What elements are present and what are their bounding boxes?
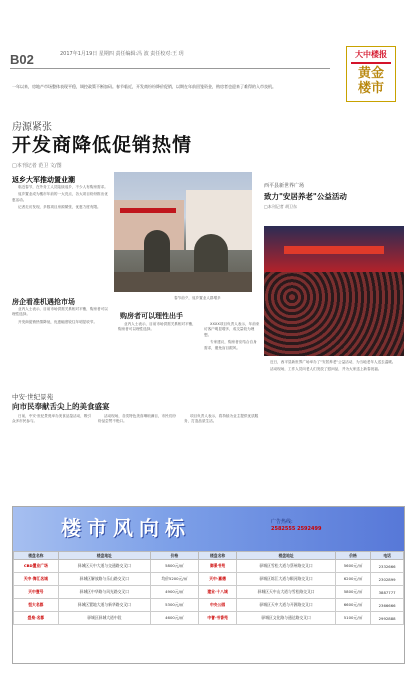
cell: 6200元/㎡ [335,573,370,586]
sidebar-photo [264,226,404,356]
paragraph: 临近春节，在外务工人员陆续返乡，不少人有购房需求。 [18,185,108,189]
cell: 5100元/㎡ [335,612,370,625]
paragraph: 业内人士表示，目前市场供需关系相对平衡，购房者可以理性选择。 [118,322,196,332]
cell: 驿城区置地大道与新华路交叉口 [58,599,150,612]
article-photo [114,172,252,292]
cell: 天中·嘉德 [198,573,237,586]
column-header: 价格 [150,552,198,560]
table-row [14,573,404,586]
article-column-1 [12,185,108,213]
photo-tree [194,234,228,276]
paragraph: 活动现场，各类特色美食琳琅满目，市民们纷纷品尝赞不绝口。 [98,414,176,424]
cell: 天中·海汇名城 [14,573,59,586]
article-subhead-3: 购房者可以理性出手 [120,312,183,320]
article-kicker: 房源紧张 [12,122,52,133]
ad-hotline [271,519,321,533]
cell: 御景书苑 [198,560,237,573]
cell: 4900元/㎡ [150,586,198,599]
story2-title: 向市民奉献舌尖上的美食盛宴 [12,402,110,411]
cell: 4600元/㎡ [150,612,198,625]
cell: 2332666 [371,560,404,573]
column-header: 楼盘名称 [14,552,59,560]
dateline: 2017年1月19日 星期四 责任编辑:冯 波 责任校对:王 玥 [60,51,184,57]
paragraph: 返乡置业成为楼市年前的一大亮点，各大项目纷纷推出优惠活动。 [12,192,108,202]
photo-caption: 春节前夕，返乡置业人群增多 [174,296,221,300]
cell: 驿城区雪松大道与蔡州路交叉口 [237,560,335,573]
photo-ground [114,272,252,292]
paragraph: 专家建议，购房者应结合自身需求，避免盲目跟风。 [204,340,257,350]
cell: 5800元/㎡ [335,586,370,599]
sidebar-text [264,360,404,375]
story2-kicker: 中安·世纪景苑 [12,393,54,401]
real-estate-ad [12,506,405,664]
intro-text: 一年以来，房地产市场整体表现平稳，调控政策不断加码。春节临近，开发商纷纷降价促销，以期在年前回笼资金，购房者也迎来了难得的入市良机。 [12,84,276,89]
paragraph: 记者走访发现，多数项目房源紧张，优惠力度有限。 [18,205,101,210]
paragraph: 活动现场，工作人员向老人们发放了慰问品，并为大家送上新春祝福。 [270,367,382,372]
cell: 5800元/㎡ [150,560,198,573]
story2-column-3 [184,414,260,427]
cell: CBD置业广场 [14,560,59,573]
logo-line-1: 黄金 [357,66,384,81]
cell: 驿城区驿城大道中段 [58,612,150,625]
cell: 2302899 [371,573,404,586]
listing-table [13,551,404,625]
cell: 驿城区练江大道与顺河路交叉口 [237,573,335,586]
sidebar-article [264,182,404,210]
cell: 2992888 [371,612,404,625]
article-subhead-2: 房企看准机遇抢市场 [12,298,75,306]
photo-tree [144,230,170,276]
ad-banner [13,507,404,551]
cell: 3887777 [371,586,404,599]
page-number: B02 [10,52,34,67]
column-header: 电话 [371,552,404,560]
column-header: 价格 [335,552,370,560]
ad-hotline-label: 广告热线: [271,519,293,525]
sidebar-title: 致力"安居养老"公益活动 [264,192,347,201]
logo-divider [351,62,391,64]
table-row [14,599,404,612]
column-header: 楼盘地址 [237,552,335,560]
paragraph: XXXX项目负责人表示，年前来访客户明显增多，成交量较为理想。 [204,322,260,337]
header-rule [10,68,330,69]
ad-hotline-number: 2582555 2592499 [271,526,322,532]
paragraph: 日前，中安·世纪景苑举办美食品鉴活动，吸引众多市民参与。 [12,414,92,424]
article-byline: □本刊记者 范卫 文/图 [12,163,62,169]
article-subhead-1: 返乡大军推动置业潮 [12,176,75,184]
article-column-2 [12,307,108,327]
cell: 6600元/㎡ [335,599,370,612]
cell: 均价5200元/㎡ [150,573,198,586]
paragraph: 开发商促销热情降低，优惠幅度较往年明显收窄。 [18,319,98,324]
cell: 盛泉·名都 [14,612,59,625]
paragraph: 业内人士表示，目前市场供需关系相对平衡，购房者可以理性选择。 [12,307,108,317]
table-row [14,612,404,625]
paragraph: 项目负责人表示，将持续为业主提供优质服务，打造品质生活。 [184,414,259,424]
sidebar-byline: □本刊记者 胡卫东 [264,204,298,209]
cell: 驿城区天中大道与交通路交叉口 [58,560,150,573]
photo-banner [120,208,176,213]
cell: 中誉·书香苑 [198,612,237,625]
sidebar-kicker: 西平县新世界广场 [264,183,305,189]
article-column-4 [204,322,260,353]
cell: 建业·十八城 [198,586,237,599]
article-headline: 开发商降低促销热情 [12,134,193,156]
logo-line-2: 楼市 [357,81,384,96]
paragraph: 近日，西平县新世界广场举办了"安居养老"公益活动，为当地老年人送去温暖。 [270,360,396,364]
column-header: 楼盘地址 [58,552,150,560]
story2-column-1 [12,414,92,427]
section-logo [346,46,396,102]
cell: 驿城区天中大道与开源路交叉口 [237,599,335,612]
photo-audience [264,272,404,356]
table-row [14,560,404,573]
cell: 中央公园 [198,599,237,612]
table-row [14,586,404,599]
article-column-3 [118,322,198,335]
cell: 恒大名都 [14,599,59,612]
cell: 驿城区解放路与乐山路交叉口 [58,573,150,586]
cell: 驿城区文化路与通达路交叉口 [237,612,335,625]
cell: 天中壹号 [14,586,59,599]
column-header: 楼盘名称 [198,552,237,560]
ad-title: 楼市风向标 [61,516,191,540]
cell: 5600元/㎡ [335,560,370,573]
cell: 2366666 [371,599,404,612]
cell: 驿城区中华路与风光路交叉口 [58,586,150,599]
table-header-row [14,552,404,560]
cell: 5300元/㎡ [150,599,198,612]
story2-column-2 [98,414,178,427]
logo-brand: 大中楼报 [355,50,387,59]
cell: 驿城区天中山大道与雪松路交叉口 [237,586,335,599]
photo-banner [284,246,384,254]
